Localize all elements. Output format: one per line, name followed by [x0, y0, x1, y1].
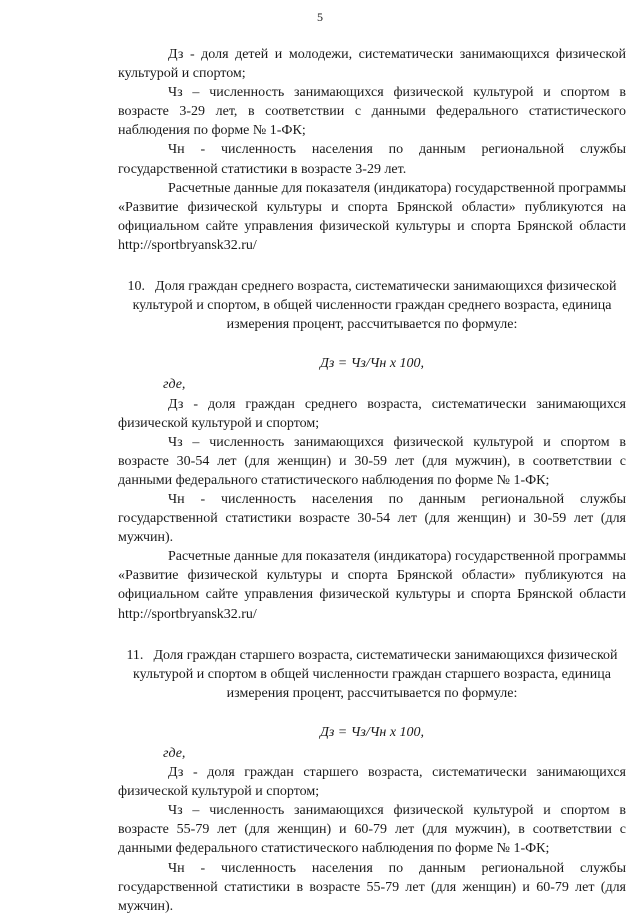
intro-calc-note: Расчетные данные для показателя (индикатора) государственной программы «Развитие физической культуры и спорта Брянской области» публикуются на официальном сайте управления физической культуры и спорта Брянской области http://sportbryansk32.ru/ [118, 180, 626, 253]
section-10-heading [118, 277, 626, 334]
page-content [118, 45, 626, 916]
section-11-formula: Дз = Чз/Чн х 100, [319, 724, 425, 740]
section-10-number: 10. [127, 279, 146, 295]
section-10-formula: Дз = Чз/Чн х 100, [319, 356, 425, 372]
section-10-dz-definition: Дз - доля граждан среднего возраста, систематически занимающихся физической культурой и спортом; [118, 396, 626, 431]
section-10-where: где, [163, 377, 186, 393]
intro-chn-definition: Чн - численность населения по данным региональной службы государственной статистики в возрасте 3-29 лет. [118, 142, 626, 177]
intro-chz-definition: Чз – численность занимающихся физической культурой и спортом в возрасте 3-29 лет, в соответствии с данными федерального статистического наблюдения по форме № 1-ФК; [118, 85, 626, 139]
intro-dz-definition: Дз - доля детей и молодежи, систематически занимающихся физической культурой и спортом; [118, 47, 626, 82]
section-11-number: 11. [126, 647, 144, 663]
page-number: 5 [317, 10, 323, 24]
section-11-chz-definition: Чз – численность занимающихся физической культурой и спортом в возрасте 55-79 лет (для женщин) и 60-79 лет (для мужчин), в соответствии с данными федерального статистического наблюдения по форме № 1-ФК; [118, 803, 626, 857]
section-10-calc-note: Расчетные данные для показателя (индикатора) государственной программы «Развитие физической культуры и спорта Брянской области» публикуются на официальном сайте управления физической культуры и спорта Брянской области http://sportbryansk32.ru/ [118, 549, 626, 622]
section-11-heading [118, 646, 626, 703]
section-11-title: Доля граждан старшего возраста, систематически занимающихся физической культурой и спортом в общей численности граждан старшего возраста, единица измерения процент, рассчитывается по формуле: [133, 647, 618, 701]
section-11-chn-definition: Чн - численность населения по данным региональной службы государственной статистики в возрасте 55-79 лет (для женщин) и 60-79 лет (для мужчин). [118, 860, 626, 914]
section-11-where: где, [163, 746, 186, 761]
section-10-chn-definition: Чн - численность населения по данным региональной службы государственной статистики возрасте 30-54 лет (для женщин) и 30-59 лет (для мужчин). [118, 491, 626, 546]
section-10-chz-definition: Чз – численность занимающихся физической культурой и спортом в возрасте 30-54 лет (для женщин) и 30-59 лет (для мужчин), в соответствии с данными федерального статистического наблюдения по форме № 1-ФК; [118, 434, 626, 488]
section-10-title: Доля граждан среднего возраста, систематически занимающихся физической культурой и спортом, в общей численности граждан среднего возраста, единица измерения процент, рассчитывается по формуле: [132, 279, 617, 333]
section-11-dz-definition: Дз - доля граждан старшего возраста, систематически занимающихся физической культурой и спортом; [118, 765, 626, 800]
